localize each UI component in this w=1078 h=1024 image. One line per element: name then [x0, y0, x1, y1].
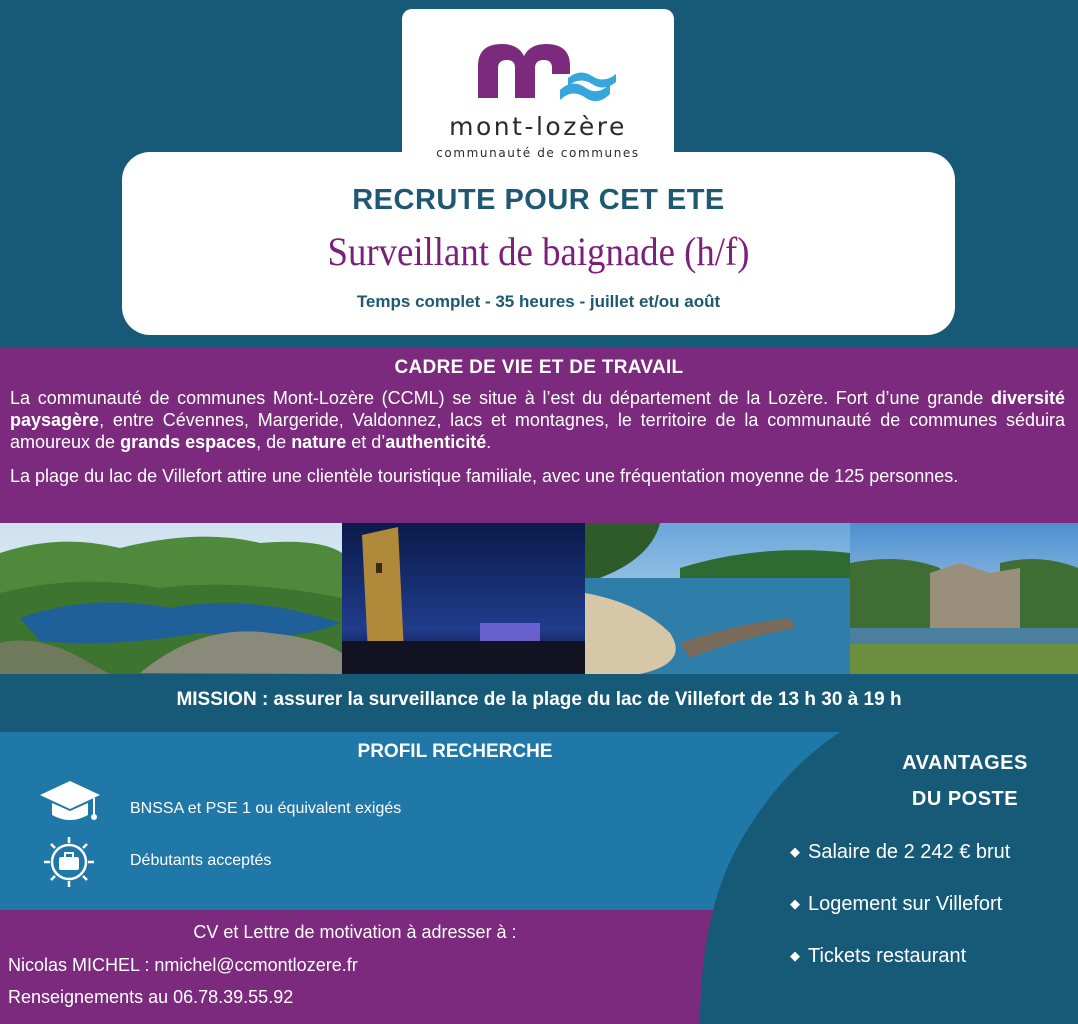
mission-text: MISSION : assurer la surveillance de la plage du lac de Villefort de 13 h 30 à 19 h	[176, 689, 902, 710]
contact-phone[interactable]: Renseignements au 06.78.39.55.92	[8, 987, 294, 1007]
cadre-paragraph-1: La communauté de communes Mont-Lozère (CCML) se situe à l’est du département de la Lozère. Fort d’une grande diversité paysagère, entre Cévennes, Margeride, Valdonnez, lacs et montagnes, le territoire de la communauté de communes séduira amoureux de grands espaces, de nature et d’authenticité.	[10, 388, 1065, 452]
diamond-bullet-icon: ◆	[790, 896, 800, 911]
gear-briefcase-icon	[40, 833, 98, 891]
profil-item-diplomes: BNSSA et PSE 1 ou équivalent exigés	[130, 800, 402, 817]
photo-gorges-lake	[0, 523, 342, 674]
profil-title: PROFIL RECHERCHE	[357, 741, 553, 762]
cadre-title: CADRE DE VIE ET DE TRAVAIL	[394, 357, 684, 378]
recrute-heading: RECRUTE POUR CET ETE	[352, 184, 725, 216]
avantage-item: ◆ Logement sur Villefort	[790, 893, 1003, 915]
work-time: Temps complet - 35 heures - juillet et/ou août	[356, 292, 721, 311]
avantages-title: AVANTAGES DU POSTE	[902, 752, 1028, 810]
photo-tower-night	[342, 523, 585, 674]
logo-subtitle: communauté de communes	[436, 146, 640, 160]
job-title: Surveillant de baignade (h/f)	[327, 229, 750, 274]
logo-name: mont-lozère	[449, 112, 627, 141]
avantage-item: ◆ Salaire de 2 242 € brut	[790, 841, 1011, 863]
mont-lozere-logo-icon	[468, 38, 638, 108]
diamond-bullet-icon: ◆	[790, 948, 800, 963]
cv-instruction: CV et Lettre de motivation à adresser à :	[193, 922, 517, 942]
diamond-bullet-icon: ◆	[790, 844, 800, 859]
avantage-item: ◆ Tickets restaurant	[790, 945, 967, 967]
contact-email[interactable]: Nicolas MICHEL : nmichel@ccmontlozere.fr	[8, 955, 358, 975]
graduation-cap-icon	[38, 777, 102, 825]
photo-beach-lake	[585, 523, 850, 674]
photo-strip	[0, 523, 1078, 674]
photo-chateau	[850, 523, 1078, 674]
profil-item-debutants: Débutants acceptés	[130, 852, 272, 869]
cadre-paragraph-2: La plage du lac de Villefort attire une clientèle touristique familiale, avec une fréquentation moyenne de 125 personnes.	[10, 466, 959, 486]
